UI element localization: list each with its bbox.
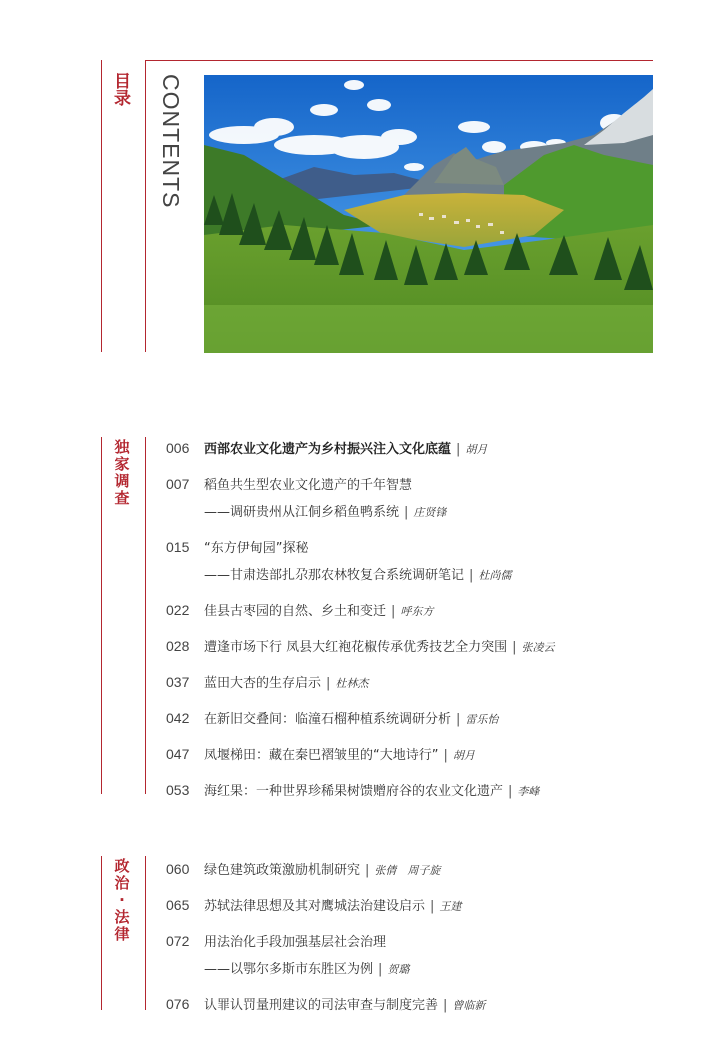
page-number: 072 <box>166 933 190 949</box>
toc-entry[interactable]: 042 在新旧交叠间：临潼石榴种植系统调研分析 | 雷乐怡 <box>166 710 499 727</box>
page-number: 053 <box>166 782 190 798</box>
entry-title: 用法治化手段加强基层社会治理 <box>204 935 387 950</box>
toc-entry[interactable]: 053 海红果：一种世界珍稀果树馈赠府谷的农业文化遗产 | 李峰 <box>166 782 540 799</box>
toc-entry[interactable]: 047 凤堰梯田：藏在秦巴褶皱里的“大地诗行” | 胡月 <box>166 746 475 763</box>
section-rule <box>145 856 146 1010</box>
entry-title: 苏轼法律思想及其对鹰城法治建设启示 <box>204 899 426 914</box>
page-number: 015 <box>166 539 190 555</box>
entry-title: 凤堰梯田：藏在秦巴褶皱里的“大地诗行” <box>204 748 439 763</box>
page-number: 060 <box>166 861 190 877</box>
section-rule <box>145 437 146 794</box>
entry-title: 在新旧交叠间：临潼石榴种植系统调研分析 <box>204 712 452 727</box>
page-number: 076 <box>166 996 190 1012</box>
contents-heading <box>158 74 188 224</box>
toc-subtitle: ——调研贵州从江侗乡稻鱼鸭系统 | 庄贤锋 <box>204 505 447 520</box>
entry-author: 呼东方 <box>400 605 434 618</box>
mountain-landscape-photo <box>204 75 653 353</box>
entry-title: 佳县古枣园的自然、乡土和变迁 <box>204 604 387 619</box>
contents-label: CONTENTS <box>158 74 184 209</box>
toc-entry[interactable]: 006 西部农业文化遗产为乡村振兴注入文化底蕴 | 胡月 <box>166 440 488 457</box>
entry-author: 杜尚儒 <box>478 569 512 582</box>
toc-entry[interactable]: 037 蓝田大杏的生存启示 | 杜林杰 <box>166 674 369 691</box>
entry-title: 认罪认罚量刑建议的司法审查与制度完善 <box>204 998 439 1013</box>
toc-entry[interactable] <box>166 537 308 556</box>
section-title: 政治·法律 <box>114 857 130 943</box>
entry-author: 张倩 周子旋 <box>374 864 441 877</box>
page-number: 037 <box>166 674 190 690</box>
entry-author: 胡月 <box>465 443 488 456</box>
section-title: 独家调查 <box>114 438 130 507</box>
page-title: 目录 <box>110 72 130 106</box>
entry-author: 李峰 <box>517 785 540 798</box>
page-number: 042 <box>166 710 190 726</box>
toc-subtitle: ——甘肃迭部扎尕那农林牧复合系统调研笔记 | 杜尚儒 <box>204 568 512 583</box>
entry-subtitle: ——调研贵州从江侗乡稻鱼鸭系统 <box>204 505 400 520</box>
entry-title: 绿色建筑政策激励机制研究 <box>204 863 361 878</box>
toc-entry[interactable]: 022 佳县古枣园的自然、乡土和变迁 | 呼东方 <box>166 602 434 619</box>
entry-title: 蓝田大杏的生存启示 <box>204 676 322 691</box>
toc-entry[interactable]: 076 认罪认罚量刑建议的司法审查与制度完善 | 曾临新 <box>166 996 486 1013</box>
toc-subtitle: ——以鄂尔多斯市东胜区为例 | 贺璐 <box>204 962 410 977</box>
header-mid-rule <box>145 60 146 352</box>
entry-title: “东方伊甸园”探秘 <box>204 541 309 556</box>
entry-title: 遭逢市场下行 凤县大红袍花椒传承优秀技艺全力突围 <box>204 640 508 655</box>
section-rule <box>101 437 102 794</box>
entry-author: 胡月 <box>452 749 475 762</box>
page-number: 006 <box>166 440 190 456</box>
entry-author: 贺璐 <box>387 963 410 976</box>
toc-entry[interactable]: 028 遭逢市场下行 凤县大红袍花椒传承优秀技艺全力突围 | 张凌云 <box>166 638 555 655</box>
toc-entry[interactable]: 060 绿色建筑政策激励机制研究 | 张倩 周子旋 <box>166 861 441 878</box>
page-number: 047 <box>166 746 190 762</box>
entry-author: 庄贤锋 <box>413 506 447 519</box>
entry-author: 张凌云 <box>521 641 555 654</box>
entry-author: 王建 <box>439 900 462 913</box>
entry-title: 海红果：一种世界珍稀果树馈赠府谷的农业文化遗产 <box>204 784 504 799</box>
entry-title: 西部农业文化遗产为乡村振兴注入文化底蕴 <box>204 442 452 457</box>
page-number: 028 <box>166 638 190 654</box>
header-left-rule <box>101 60 102 352</box>
entry-subtitle: ——甘肃迭部扎尕那农林牧复合系统调研笔记 <box>204 568 465 583</box>
header-top-rule <box>145 60 653 61</box>
page-number: 007 <box>166 476 190 492</box>
page-number: 022 <box>166 602 190 618</box>
entry-author: 杜林杰 <box>335 677 369 690</box>
entry-author: 曾临新 <box>452 999 486 1012</box>
entry-subtitle: ——以鄂尔多斯市东胜区为例 <box>204 962 374 977</box>
entry-title: 稻鱼共生型农业文化遗产的千年智慧 <box>204 478 413 493</box>
section-rule <box>101 856 102 1010</box>
page-number: 065 <box>166 897 190 913</box>
entry-author: 雷乐怡 <box>465 713 499 726</box>
toc-entry[interactable] <box>166 931 386 950</box>
toc-entry[interactable]: 065 苏轼法律思想及其对鹰城法治建设启示 | 王建 <box>166 897 462 914</box>
toc-entry[interactable] <box>166 474 412 493</box>
